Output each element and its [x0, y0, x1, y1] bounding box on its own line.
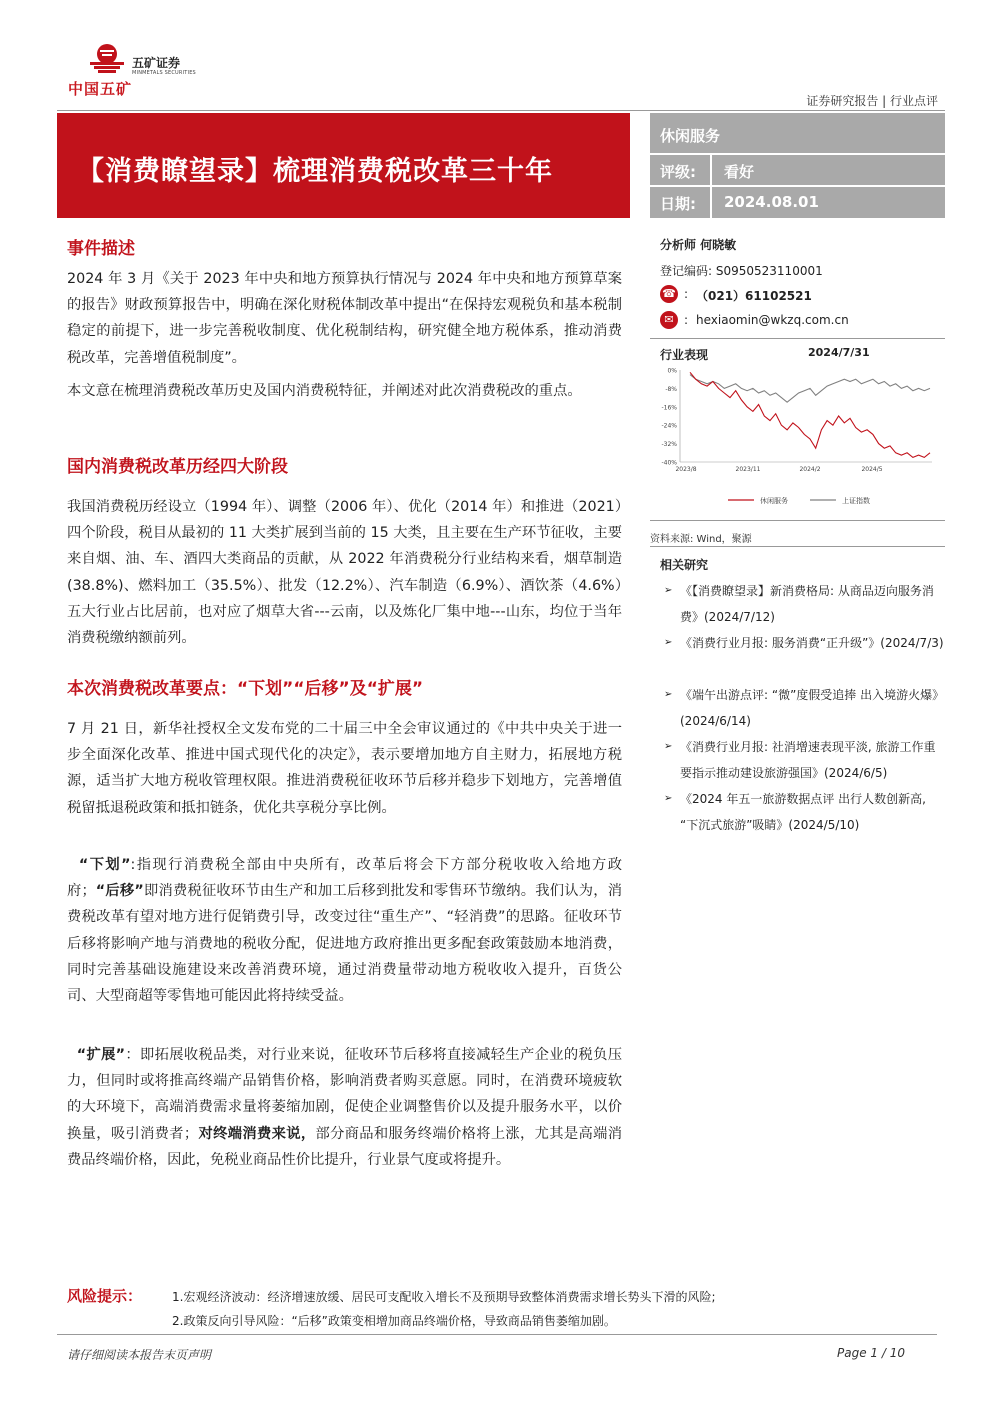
- related-item[interactable]: [664, 630, 946, 682]
- rating-value: 看好: [724, 163, 755, 181]
- chart-bottom-divider: [650, 520, 945, 521]
- rating-divider: [650, 153, 945, 155]
- y-tick-label: -8%: [665, 385, 677, 393]
- legend-label: 休闲服务: [760, 497, 788, 505]
- y-tick-label: -32%: [661, 441, 677, 449]
- x-tick-label: 2024/2: [799, 466, 821, 473]
- data-source: 资料来源: Wind，聚源: [650, 534, 752, 545]
- date-label: 日期:: [660, 195, 696, 213]
- related-item[interactable]: [664, 578, 946, 630]
- term-kuozhan-desc: ：即拓展收税品类，对行业来说，征收环节后移将直接减轻生产企业的税负压力，但同时或将推高终端产品销售价格，影响消费者购买意愿。同时，在消费环境疲软的大环境下，高端消费需求量将萎缩加剧，促使企业调整售价以及提升服务水平，以价换量，吸引消费者；: [67, 1047, 622, 1142]
- arrow-right-icon: ➢: [664, 637, 673, 648]
- term-houyi: “后移”: [95, 883, 144, 900]
- arrow-right-icon: ➢: [664, 741, 673, 752]
- arrow-right-icon: ➢: [664, 689, 673, 700]
- related-divider: [650, 546, 945, 547]
- reform-paragraph-2: [67, 852, 622, 1009]
- page-number: Page 1 / 10: [837, 1346, 905, 1360]
- analyst-email[interactable]: hexiaomin@wkzq.com.cn: [696, 313, 849, 327]
- analyst-phone: （021）61102521: [696, 289, 812, 303]
- arrow-right-icon: ➢: [664, 793, 673, 804]
- perf-divider: [650, 338, 945, 339]
- phone-separator: :: [684, 287, 689, 301]
- document-type: 证券研究报告 | 行业点评: [806, 94, 938, 108]
- analyst-name: 分析师 何晓敏: [660, 238, 737, 252]
- section-title-reform-points: 本次消费税改革要点：“下划”“后移”及“扩展”: [67, 679, 424, 699]
- stages-paragraph: 我国消费税历经设立（1994 年）、调整（2006 年）、优化（2014 年）和推进（2021）四个阶段，税目从最初的 11 大类扩展到当前的 15 大类，且主要在生产环节征收，主要来自烟、油、车、酒四大类商品的贡献，从 2022 年消费税分行业结构来看，烟草制造(38.8%)、燃料加工（35.5%）、批发（12.2%）、汽车制造（6.9%）、酒饮茶（4.6%）五大行业占比居前，也对应了烟草大省---云南，以及炼化厂集中地---山东，均位于当年消费税缴纳额前列。: [67, 499, 622, 647]
- risk-item-1: 1.宏观经济波动：经济增速放缓、居民可支配收入增长不及预期导致整体消费需求增长势头下滑的风险;: [172, 1290, 716, 1304]
- x-tick-label: 2024/5: [861, 466, 883, 473]
- reform-paragraph-3: [67, 1042, 622, 1173]
- y-tick-label: 0%: [667, 367, 677, 375]
- x-tick-label: 2023/11: [735, 466, 761, 473]
- event-paragraph-2: 本文意在梳理消费税改革历史及国内消费税特征，并阐述对此次消费税改的重点。: [67, 383, 582, 399]
- related-item[interactable]: [664, 734, 946, 786]
- y-tick-label: -24%: [661, 422, 677, 430]
- shanghai-index-line: [690, 375, 930, 403]
- company-logo: [68, 42, 218, 102]
- header-divider: [57, 110, 945, 111]
- rating-label: 评级:: [660, 163, 696, 181]
- related-item[interactable]: [664, 786, 946, 838]
- y-tick-label: -16%: [661, 404, 677, 412]
- legend-label: 上证指数: [842, 497, 870, 505]
- related-item[interactable]: [664, 682, 946, 734]
- date-divider: [650, 185, 945, 187]
- term-xiahua-desc: :指现行消费税全部由中央所有，改革后将会下方部分税收收入给地方政府；: [67, 857, 622, 900]
- terminal-consumption-desc: 部分商品和服务终端价格将上涨，尤其是高端消费品终端价格，因此，免税业商品性价比提升，行业景气度或将提升。: [67, 1125, 623, 1168]
- phone-icon: ☎: [660, 285, 678, 303]
- email-icon: ✉: [660, 311, 678, 329]
- report-title: 【消费瞭望录】梳理消费税改革三十年: [77, 156, 553, 187]
- securities-name: 五矿证券: [132, 56, 181, 70]
- securities-name-en: MINMETALS SECURITIES: [132, 70, 196, 76]
- industry-name: 休闲服务: [660, 127, 721, 145]
- date-value: 2024.08.01: [724, 193, 819, 211]
- footer-disclaimer: 请仔细阅读本报告末页声明: [67, 1348, 212, 1362]
- risk-label: 风险提示：: [67, 1287, 143, 1305]
- term-xiahua: “下划”: [78, 857, 131, 873]
- related-item-text: 《端午出游点评: “微”度假受追捧 出入境游火爆》(2024/6/14): [680, 688, 945, 728]
- title-banner: [57, 113, 630, 218]
- section-title-stages: 国内消费税改革历经四大阶段: [67, 457, 288, 477]
- perf-date: 2024/7/31: [808, 346, 870, 359]
- related-item-text: 《2024 年五一旅游数据点评 出行人数创新高, “下沉式旅游”吸睛》(2024/5/10): [680, 792, 926, 832]
- related-item-text: 《消费行业月报: 社消增速表现平淡, 旅游工作重要指示推动建设旅游强国》(2024/6/5): [680, 740, 936, 780]
- analyst-registration: 登记编码: S0950523110001: [660, 264, 823, 278]
- footer-divider: [57, 1334, 937, 1335]
- related-item-text: 《【消费瞭望录】新消费格局: 从商品迈向服务消费》(2024/7/12): [680, 584, 934, 624]
- term-kuozhan: “扩展”: [76, 1047, 126, 1063]
- risk-item-2: 2.政策反向引导风险：“后移”政策变相增加商品终端价格，导致商品销售萎缩加剧。: [172, 1314, 616, 1328]
- section-title-event: 事件描述: [67, 239, 135, 259]
- event-paragraph-1: 2024 年 3 月《关于 2023 年中央和地方预算执行情况与 2024 年中央和地方预算草案的报告》财政预算报告中，明确在深化财税体制改革中提出“在保持宏观税负和基本税制稳定的前提下，进一步完善税收制度、优化税制结构，研究健全地方税体系，推动消费税改革，完善增值税制度”。: [67, 271, 622, 366]
- terminal-consumption-emphasis: 对终端消费来说，: [198, 1125, 316, 1142]
- email-separator: :: [684, 313, 689, 327]
- reform-paragraph-1: 7 月 21 日，新华社授权全文发布党的二十届三中全会审议通过的《中共中央关于进一步全面深化改革、推进中国式现代化的决定》，表示要增加地方自主财力，拓展地方税源，适当扩大地方税收管理权限。推进消费税征收环节后移并稳步下划地方，完善增值税留抵退税政策和抵扣链条，优化共享税分享比例。: [67, 721, 622, 816]
- arrow-right-icon: ➢: [664, 585, 673, 596]
- related-title: 相关研究: [660, 558, 709, 572]
- performance-chart: [650, 362, 945, 512]
- related-item-text: 《消费行业月报: 服务消费“正升级”》(2024/7/3): [680, 636, 944, 650]
- x-tick-label: 2023/8: [675, 466, 697, 473]
- rating-box: [650, 113, 945, 218]
- group-name: 中国五矿: [68, 80, 133, 98]
- term-houyi-desc: 即消费税征收环节由生产和加工后移到批发和零售环节缴纳。我们认为，消费税改革有望对地方进行促销费引导，改变过往“重生产”、“轻消费”的思路。征收环节后移将影响产地与消费地的税收分配，促进地方政府推出更多配套政策鼓励本地消费，同时完善基础设施建设来改善消费环境，通过消费量带动地方税收收入提升，百货公司、大型商超等零售地可能因此将持续受益。: [67, 883, 623, 1005]
- minmetals-emblem-icon: [86, 42, 128, 76]
- y-tick-label: -40%: [661, 459, 677, 467]
- perf-title: 行业表现: [660, 348, 709, 362]
